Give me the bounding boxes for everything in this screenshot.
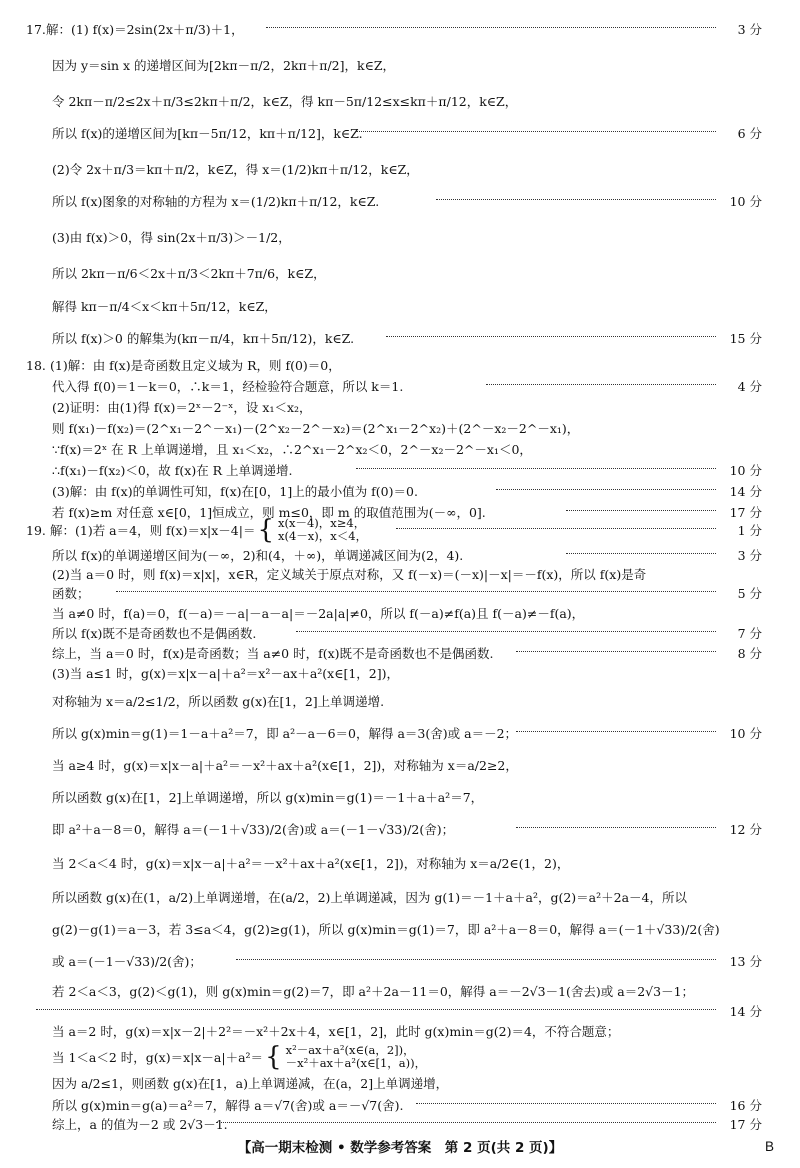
- p19-piecewise-head: 当 1＜a＜2 时，g(x)＝x|x－a|＋a²＝: [52, 1050, 264, 1065]
- p19-score-row: [396, 521, 762, 539]
- p18-text: ∵f(x)＝2ˣ 在 R 上单调递增，且 x₁＜x₂，∴2^x₁－2^x₂＜0，2^－x₂－2^－x₁＜0，: [52, 442, 532, 457]
- case-1: x(x－4)，x≥4，: [278, 516, 366, 530]
- p17-line-3: [0, 90, 800, 112]
- p19-line-10: [0, 722, 800, 744]
- p19-score-row: [36, 1002, 762, 1020]
- p18-text: (3)解：由 f(x)的单调性可知，f(x)在[0，1]上的最小值为 f(0)＝0.: [52, 484, 418, 499]
- p18-text: (2)证明：由(1)得 f(x)＝2ˣ－2⁻ˣ，设 x₁＜x₂，: [52, 400, 312, 415]
- case-1: x²－ax＋a²(x∈(a，2])，: [285, 1043, 415, 1057]
- p19-text: 当 1＜a＜2 时，g(x)＝x|x－a|＋a²＝ { x²－ax＋a²(x∈(a，2])， －x²＋ax＋a²(x∈[1，a))，: [52, 1042, 427, 1072]
- p19-line-8: [0, 662, 800, 684]
- p18-text: 若 f(x)≥m 对任意 x∈[0，1]恒成立，则 m≤0，即 m 的取值范围为(－∞，0].: [52, 505, 486, 520]
- p19-line-14: [0, 852, 800, 874]
- paper-version-label: B: [764, 1138, 774, 1154]
- score-label: 17 分: [729, 1117, 762, 1132]
- score-label: 14 分: [729, 484, 762, 499]
- p19-text: 综上，a 的值为－2 或 2√3－1.: [52, 1117, 228, 1132]
- score-label: 12 分: [729, 822, 762, 837]
- p18-text: 则 f(x₁)－f(x₂)＝(2^x₁－2^－x₁)－(2^x₂－2^－x₂)＝(2^x₁－2^x₂)＋(2^－x₂－2^－x₁)，: [52, 421, 580, 436]
- p19-score-row: [116, 584, 762, 602]
- score-label: 17 分: [729, 505, 762, 520]
- score-label: 14 分: [729, 1004, 762, 1019]
- p18-text: (1)解：由 f(x)是奇函数且定义域为 R，则 f(0)＝0，: [50, 358, 341, 373]
- p18-score-row: [486, 377, 762, 395]
- p17-line-6: [0, 190, 800, 212]
- p19-text: 所以函数 g(x)在(1，a/2)上单调递增，在(a/2，2)上单调递减，因为 g(1)＝－1＋a＋a²，g(2)＝a²＋2a－4，所以: [52, 890, 688, 905]
- p18-line-4: [0, 417, 800, 439]
- p18-score-row: [496, 482, 762, 500]
- p17-score-row: [266, 20, 762, 38]
- score-label: 5 分: [737, 586, 762, 601]
- p19-line-6: [0, 622, 800, 644]
- p19-line-1: [0, 515, 800, 545]
- footer-title: 【高一期末检测 • 数学参考答案 第 2 页(共 2 页)】: [237, 1140, 563, 1156]
- problem-19-number: 19.: [26, 522, 46, 538]
- p19-line-13: [0, 818, 800, 840]
- p18-text: 代入得 f(0)＝1－k＝0，∴k＝1，经检验符合题意，所以 k＝1.: [52, 379, 404, 394]
- p18-line-6: [0, 459, 800, 481]
- p19-text: 所以 f(x)既不是奇函数也不是偶函数.: [52, 626, 257, 641]
- p18-text: ∴f(x₁)－f(x₂)＜0，故 f(x)在 R 上单调递增.: [52, 463, 293, 478]
- p19-line-20: [0, 1020, 800, 1042]
- p19-line-4: [0, 582, 800, 604]
- case-2: x(4－x)，x＜4，: [278, 529, 368, 543]
- score-label: 16 分: [729, 1098, 762, 1113]
- p17-text: (3)由 f(x)＞0，得 sin(2x＋π/3)＞－1/2，: [52, 230, 291, 245]
- p19-text: g(2)－g(1)＝a－3，若 3≤a＜4，g(2)≥g(1)，所以 g(x)min＝g(1)＝7，即 a²＋a－8＝0，解得 a＝(－1＋√33)/2(舍): [52, 922, 720, 937]
- score-label: 10 分: [729, 194, 762, 209]
- p17-score-row: [356, 124, 762, 142]
- p19-line-5: [0, 602, 800, 624]
- p19-text: 所以 f(x)的单调递增区间为(－∞，2)和(4，＋∞)，单调递减区间为(2，4).: [52, 548, 464, 563]
- p17-text: 所以 f(x)的递增区间为[kπ－5π/12，kπ＋π/12]，k∈Z.: [52, 126, 363, 141]
- p19-text: 当 a＝2 时，g(x)＝x|x－2|＋2²＝－x²＋2x＋4，x∈[1，2]，此时 g(x)min＝g(2)＝4，不符合题意；: [52, 1024, 620, 1039]
- p19-score-row: [516, 644, 762, 662]
- p19-line-16: [0, 918, 800, 940]
- p19-line-12: [0, 786, 800, 808]
- p19-score-row: [236, 952, 762, 970]
- p18-score-row: [356, 461, 762, 479]
- page-footer: [0, 1134, 800, 1158]
- p19-score-row: [216, 1115, 762, 1133]
- p17-score-row: [386, 329, 762, 347]
- p17-text: 解：(1) f(x)＝2sin(2x＋π/3)＋1，: [46, 22, 244, 37]
- p17-text: 所以 f(x)＞0 的解集为(kπ－π/4，kπ＋5π/12)，k∈Z.: [52, 331, 355, 346]
- score-label: 3 分: [737, 548, 762, 563]
- p19-score-row: [516, 724, 762, 742]
- p19-text: (3)当 a≤1 时，g(x)＝x|x－a|＋a²＝x²－ax＋a²(x∈[1，2])，: [52, 666, 400, 681]
- p19-text: 或 a＝(－1－√33)/2(舍)；: [52, 954, 202, 969]
- p18-line-7: [0, 480, 800, 502]
- problem-18-number: 18.: [26, 357, 46, 373]
- p19-text: 若 2＜a＜3，g(2)＜g(1)，则 g(x)min＝g(2)＝7，即 a²＋2a－11＝0，解得 a＝－2√3－1(舍去)或 a＝2√3－1；: [52, 984, 695, 999]
- p19-line-17: [0, 950, 800, 972]
- score-label: 10 分: [729, 463, 762, 478]
- p19-text: 即 a²＋a－8＝0，解得 a＝(－1＋√33)/2(舍)或 a＝(－1－√33)/2(舍)；: [52, 822, 455, 837]
- p19-score-row: [566, 546, 762, 564]
- p19-text: 当 2＜a＜4 时，g(x)＝x|x－a|＋a²＝－x²＋ax＋a²(x∈[1，2])，对称轴为 x＝a/2∈(1，2)，: [52, 856, 570, 871]
- case-2: －x²＋ax＋a²(x∈[1，a))，: [285, 1056, 427, 1070]
- p19-text: 所以 g(x)min＝g(1)＝1－a＋a²＝7，即 a²－a－6＝0，解得 a＝3(舍)或 a＝－2；: [52, 726, 518, 741]
- p17-line-1: [0, 18, 800, 40]
- score-label: 15 分: [729, 331, 762, 346]
- p17-text: 因为 y＝sin x 的递增区间为[2kπ－π/2，2kπ＋π/2]，k∈Z，: [52, 58, 396, 73]
- p19-line-21: [0, 1042, 800, 1072]
- p19-score-row: [516, 820, 762, 838]
- p19-score-row: [416, 1096, 762, 1114]
- score-label: 8 分: [737, 646, 762, 661]
- p17-text: 所以 2kπ－π/6＜2x＋π/3＜2kπ＋7π/6，k∈Z，: [52, 266, 326, 281]
- p19-line-19: [0, 1000, 800, 1022]
- p19-line-7: [0, 642, 800, 664]
- p19-text: 函数；: [52, 586, 90, 601]
- p19-score-row: [296, 624, 762, 642]
- p17-line-8: [0, 262, 800, 284]
- p17-score-row: [436, 192, 762, 210]
- p19-line-24: [0, 1113, 800, 1135]
- p19-text: 综上，当 a＝0 时，f(x)是奇函数；当 a≠0 时，f(x)既不是奇函数也不是偶函数.: [52, 646, 494, 661]
- piecewise-cases: [286, 1044, 427, 1070]
- p19-text: 解：(1)若 a＝4，则 f(x)＝x|x－4|＝ { x(x－4)，x≥4， x(4－x)，x＜4，: [50, 515, 368, 545]
- p19-line-11: [0, 754, 800, 776]
- p19-line-18: [0, 980, 800, 1002]
- p19-line-15: [0, 886, 800, 908]
- p17-text: 解得 kπ－π/4＜x＜kπ＋5π/12，k∈Z，: [52, 299, 277, 314]
- p19-text: 所以 g(x)min＝g(a)＝a²＝7，解得 a＝√7(舍)或 a＝－√7(舍).: [52, 1098, 404, 1113]
- score-label: 7 分: [737, 626, 762, 641]
- score-label: 13 分: [729, 954, 762, 969]
- p19-text: 对称轴为 x＝a/2≤1/2，所以函数 g(x)在[1，2]上单调递增.: [52, 694, 385, 709]
- p17-text: (2)令 2x＋π/3＝kπ＋π/2，k∈Z，得 x＝(1/2)kπ＋π/12，k∈Z，: [52, 162, 419, 177]
- p19-text: 当 a≠0 时，f(a)＝0，f(－a)＝－a|－a－a|＝－2a|a|≠0，所以 f(－a)≠f(a)且 f(－a)≠－f(a)，: [52, 606, 585, 621]
- p19-text: 当 a≥4 时，g(x)＝x|x－a|＋a²＝－x²＋ax＋a²(x∈[1，2])，对称轴为 x＝a/2≥2，: [52, 758, 518, 773]
- p17-text: 令 2kπ－π/2≤2x＋π/3≤2kπ＋π/2，k∈Z，得 kπ－5π/12≤x≤kπ＋π/12，k∈Z，: [52, 94, 518, 109]
- p19-text: 因为 a/2≤1，则函数 g(x)在[1，a)上单调递减，在(a，2]上单调递增，: [52, 1076, 449, 1091]
- p17-text: 所以 f(x)图象的对称轴的方程为 x＝(1/2)kπ＋π/12，k∈Z.: [52, 194, 380, 209]
- piecewise-cases: [278, 517, 367, 543]
- score-label: 3 分: [737, 22, 762, 37]
- p17-line-10: [0, 327, 800, 349]
- p19-line-9: [0, 690, 800, 712]
- p17-line-9: [0, 295, 800, 317]
- score-label: 1 分: [737, 523, 762, 538]
- p17-line-4: [0, 122, 800, 144]
- p19-text: (2)当 a＝0 时，则 f(x)＝x|x|，x∈R，定义域关于原点对称，又 f(－x)＝(－x)|－x|＝－f(x)，所以 f(x)是奇: [52, 567, 647, 582]
- p18-line-5: [0, 438, 800, 460]
- p19-text: 所以函数 g(x)在[1，2]上单调递增，所以 g(x)min＝g(1)＝－1＋a＋a²＝7，: [52, 790, 484, 805]
- problem-17-number: 17.: [26, 21, 46, 37]
- score-label: 4 分: [737, 379, 762, 394]
- p18-line-1: [0, 354, 800, 376]
- p19-line-22: [0, 1072, 800, 1094]
- score-label: 10 分: [729, 726, 762, 741]
- p19-piecewise-head: 解：(1)若 a＝4，则 f(x)＝x|x－4|＝: [50, 523, 256, 538]
- p17-line-7: [0, 226, 800, 248]
- p17-line-5: [0, 158, 800, 180]
- p18-line-3: [0, 396, 800, 418]
- p18-line-2: [0, 375, 800, 397]
- score-label: 6 分: [737, 126, 762, 141]
- p17-line-2: [0, 54, 800, 76]
